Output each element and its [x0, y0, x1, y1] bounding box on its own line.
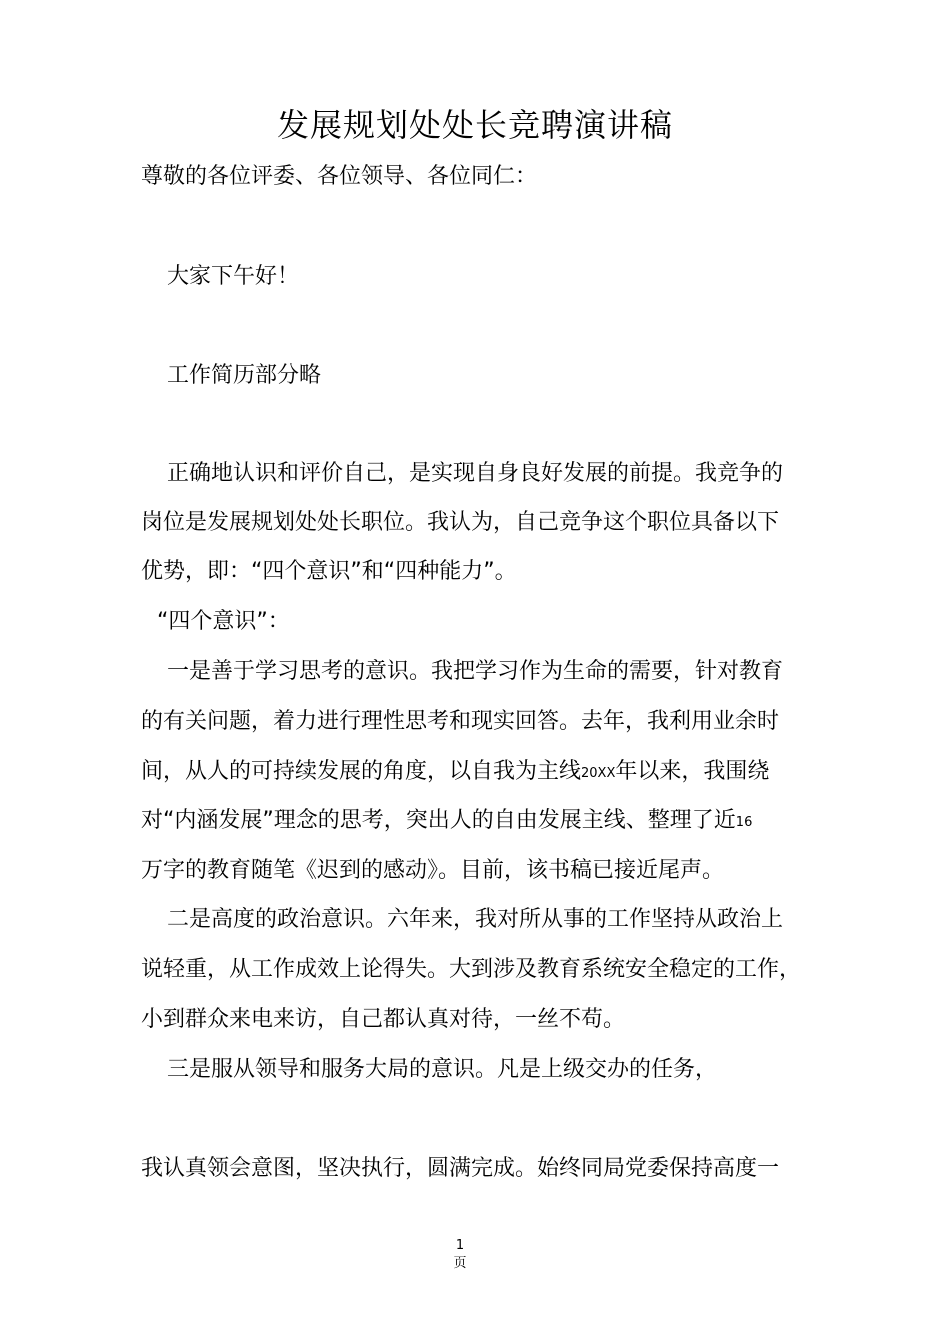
document-title: 发展规划处处长竞聘演讲稿 [276, 106, 673, 144]
paragraph-line: 一是善于学习思考的意识。我把学习作为生命的需要，针对教育 [167, 659, 784, 684]
text-segment: 年以来，我围绕 [615, 759, 770, 784]
paragraph-line: 我认真领会意图，坚决执行，圆满完成。始终同局党委保持高度一 [141, 1156, 780, 1181]
paragraph-line [141, 806, 752, 838]
paragraph-line [141, 757, 769, 789]
four-awareness-heading: “四个意识”： [157, 609, 290, 634]
greeting: 大家下午好！ [167, 264, 300, 289]
paragraph-line: 岗位是发展规划处处长职位。我认为，自己竞争这个职位具备以下 [141, 510, 780, 535]
paragraph-line: 正确地认识和评价自己，是实现自身良好发展的前提。我竞争的 [167, 461, 784, 486]
number-text: 16 [735, 815, 753, 830]
page-number: 1 [455, 1238, 465, 1253]
paragraph-line: 小到群众来电来访，自己都认真对待，一丝不苟。 [141, 1007, 626, 1032]
page-label: 页 [453, 1256, 467, 1271]
section-heading: 工作简历部分略 [167, 363, 322, 388]
text-segment: 对“内涵发展”理念的思考，突出人的自由发展主线、整理了近 [141, 808, 736, 833]
paragraph-line: 三是服从领导和服务大局的意识。凡是上级交办的任务， [167, 1057, 718, 1082]
paragraph-line: 万字的教育随笔《迟到的感动》。目前，该书稿已接近尾声。 [141, 858, 725, 883]
paragraph-line: 优势，即：“四个意识”和“四种能力”。 [141, 559, 517, 584]
salutation: 尊敬的各位评委、各位领导、各位同仁： [141, 164, 538, 189]
paragraph-line: 二是高度的政治意识。六年来，我对所从事的工作坚持从政治上 [167, 907, 784, 932]
text-segment: 间，从人的可持续发展的角度，以自我为主线 [141, 759, 582, 784]
paragraph-line: 的有关问题，着力进行理性思考和现实回答。去年，我利用业余时 [141, 709, 780, 734]
year-text: 20XX [581, 766, 616, 781]
paragraph-line: 说轻重，从工作成效上论得失。大到涉及教育系统安全稳定的工作， [141, 957, 802, 982]
